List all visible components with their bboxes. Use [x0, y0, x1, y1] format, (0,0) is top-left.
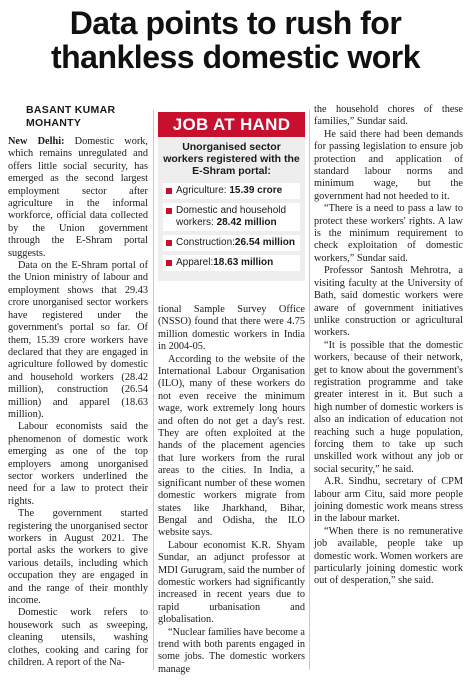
sidebar-item-construction: [163, 235, 300, 251]
paragraph: A.R. Sindhu, secretary of CPM labour arm Citu, said more people joining domestic work means stress in the labour market.: [314, 476, 463, 525]
sidebar-item-label: Domestic and household workers:: [176, 205, 287, 228]
column-divider: [153, 110, 154, 670]
dateline: New Delhi:: [8, 136, 65, 147]
paragraph: “It is possible that the domestic workers, because of their network, get to know about the government's registration programme and take greater interest in it. But such a high number of domestic workers is also an indication of education not reaching such a huge population, forcing them to take up such unskilled work without any job or social security,” he said.: [314, 339, 463, 475]
paragraph: [8, 136, 148, 260]
job-at-hand-sidebar: [158, 112, 305, 302]
paragraph: “There is a need to pass a law to protect these workers' rights. A law is the minimum requirement to check exploitation of domestic workers,” Sundar said.: [314, 203, 463, 264]
article-body: [8, 104, 463, 676]
column-divider: [309, 110, 310, 670]
column-2-text: [158, 304, 305, 676]
paragraph: Professor Santosh Mehrotra, a visiting faculty at the University of Bath, said domestic workers were aware of government initiatives unlike construction or agricultural workers.: [314, 265, 463, 339]
sidebar-item-value: 18.63 million: [213, 257, 274, 268]
sidebar-subtitle: Unorganised sector workers registered with the E-Shram portal:: [163, 141, 300, 177]
sidebar-item-label: Construction:: [176, 237, 235, 248]
paragraph: The government started registering the unorganised sector workers in August 2021. The portal asks the workers to give various details, including which occupation they are engaged in and the range of their monthly income.: [8, 508, 148, 607]
paragraph: tional Sample Survey Office (NSSO) found that there were 4.75 million domestic workers in India in 2004-05.: [158, 304, 305, 353]
sidebar-item-domestic: [163, 203, 300, 231]
paragraph: “Nuclear families have become a trend with both parents engaged in some jobs. The domestic workers manage: [158, 626, 305, 675]
paragraph: Data on the E-Shram portal of the Union ministry of labour and employment shows that 29.43 crore unorganised sector workers have registered under the government's portal so far. Of them, 15.39 crore workers have declared that they are engaged in agriculture followed by domestic and household workers (28.42 million), construction (26.54 million) and apparel (18.63 million).: [8, 260, 148, 420]
paragraph: “When there is no remunerative job available, people take up domestic work. Women workers are particularly joining domestic work out of desperation,” she said.: [314, 525, 463, 587]
paragraph: He said there had been demands for passing legislation to ensure job protection and application of standard labour norms and minimum wage, but the government had not heeded to it.: [314, 128, 463, 202]
paragraph: the household chores of these families,” Sundar said.: [314, 104, 463, 128]
sidebar-item-value: 26.54 million: [234, 237, 295, 248]
headline-line-2: thankless domestic work: [50, 39, 421, 75]
column-3: [314, 104, 463, 588]
byline: [26, 104, 148, 130]
sidebar-item-agriculture: [163, 183, 300, 199]
sidebar-item-label: Apparel:: [176, 257, 214, 268]
square-bullet-icon: [166, 260, 172, 266]
paragraph: Domestic work refers to housework such as sweeping, cleaning utensils, washing clothes, cooking and caring for children. A report of the Na-: [8, 607, 148, 669]
sidebar-item-label: Agriculture:: [176, 185, 230, 196]
byline-line-1: BASANT KUMAR: [26, 104, 116, 116]
headline: [8, 6, 463, 74]
paragraph: Labour economists said the phenomenon of domestic work emerging as one of the top employers among unorganised sector workers underlined the need for a law to protect their rights.: [8, 421, 148, 507]
paragraph: According to the website of the International Labour Organisation (ILO), many of these workers do not even receive the minimum wage, work extremely long hours and often do not get a day's rest. They are often exploited at the hands of the placement agencies that lure workers from the rural areas to the cities. In India, a significant number of these women domestic workers migrate from states like Jharkhand, Bihar, Bengal and Odisha, the ILO website says.: [158, 353, 305, 539]
sidebar-item-value: 15.39 crore: [229, 185, 283, 196]
square-bullet-icon: [166, 188, 172, 194]
paragraph: Labour economist K.R. Shyam Sundar, an adjunct professor at MDI Gurugram, said the number of domestic workers had significantly increased in recent years due to rapid urbanisation and globalisation.: [158, 539, 305, 626]
byline-line-2: MOHANTY: [26, 117, 82, 129]
sidebar-item-value: 28.42 million: [216, 217, 277, 228]
paragraph-text: Domestic work, which remains unregulated and offers little social security, has emerged as the second largest employment sector after agriculture in the informal workforce, official data collected by the Union government through the E-Shram portal suggests.: [8, 136, 148, 259]
sidebar-title: JOB AT HAND: [158, 112, 305, 137]
column-1: [8, 104, 148, 669]
square-bullet-icon: [166, 240, 172, 246]
sidebar-panel: [158, 137, 305, 281]
sidebar-item-apparel: [163, 255, 300, 271]
square-bullet-icon: [166, 208, 172, 214]
headline-line-1: Data points to rush for: [69, 5, 402, 41]
